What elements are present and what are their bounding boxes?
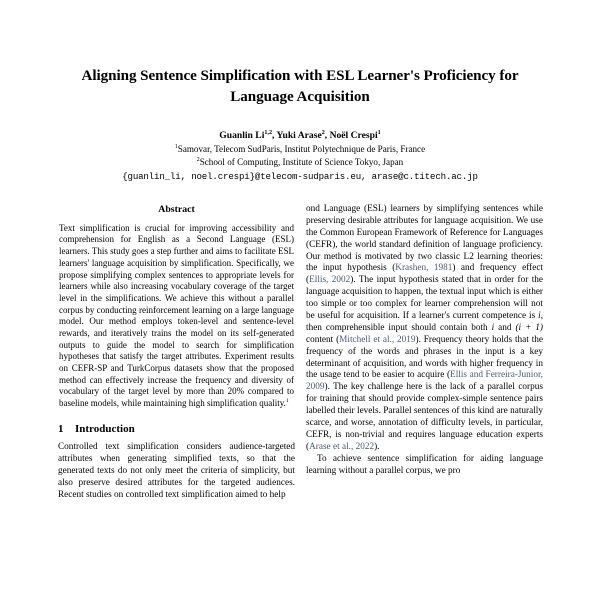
intro-text-segment-2: ) and frequency effect ( bbox=[306, 263, 543, 286]
author-name-2: Yuki Arase bbox=[276, 129, 322, 141]
introduction-paragraph-left: Controlled text simplification considers audience-targeted attributes when generating simplified texts, so that the generated texts do not only meet the criteria of simplicity, but also preserve desired attributes for the targeted audiences. Recent studies on controlled text simplification aimed to help bbox=[58, 441, 295, 500]
affiliation-text-2: School of Computing, Institute of Science Tokyo, Japan bbox=[199, 157, 404, 168]
affiliation-marker-1: 1 bbox=[174, 144, 178, 151]
section-title: Introduction bbox=[75, 422, 135, 435]
citation-ellis-2002[interactable]: Ellis, 2002 bbox=[309, 275, 351, 286]
citation-ellis-ferreira-junior[interactable]: Ellis and Ferreira-Junior, 2009 bbox=[306, 370, 543, 393]
author-separator-2: , bbox=[324, 129, 330, 141]
math-symbol-i-2: i bbox=[491, 322, 495, 333]
introduction-paragraph-right-2: To achieve sentence simplification for aiding language learning without a parallel corpus, we pro bbox=[306, 453, 543, 476]
intro-text-segment-8: ). The key challenge here is the lack of a parallel corpus for training that should provide complex-simple sentence pairs labelled their levels. Parallel sentences of this kind are naturally scarce, and worse, annotation of difficulty levels, in particular, CEFR, is non-trivial and requires language education experts ( bbox=[306, 382, 543, 452]
affiliation-2 bbox=[58, 156, 542, 168]
right-column bbox=[306, 204, 543, 600]
author-separator-1: , bbox=[272, 129, 277, 141]
affiliation-1 bbox=[58, 143, 542, 155]
intro-text-segment-1: ond Language (ESL) learners by simplifying sentences while preserving desirable attributes for language acquisition. We use the Common European Framework of Reference for Languages (CEFR), the world standard definition of language proficiency. Our method is motivated by two classic L2 learning theories: the input hypothesis ( bbox=[306, 204, 543, 274]
abstract-heading: Abstract bbox=[158, 204, 195, 215]
author-emails: {guanlin_li, noel.crespi}@telecom-sudparis.eu, arase@c.titech.ac.jp bbox=[122, 171, 478, 183]
page-title: Aligning Sentence Simplification with ESL Learner's Proficiency for Language Acquisition bbox=[81, 68, 519, 105]
abstract-body-text: Text simplification is crucial for improving accessibility and comprehension for English as a Second Language (ESL) learners. This study goes a step further and aims to facilitate ESL learners' language acquisition by simplification. Specifically, we propose simplifying complex sentences to appropriate levels for learners while also increasing vocabulary coverage of the target level in the simplifications. We achieve this without a parallel corpus by conducting reinforcement learning on a large language model. Our method employs token-level and sentence-level rewards, and iteratively trains the model on its self-generated outputs to guide the model to search for simplification hypotheses that satisfy the target attributes. Experiment results on CEFR-SP and TurkCorpus datasets show that the proposed method can effectively increase the frequency and diversity of vocabulary of the target level by more than 20% compared to baseline models, while maintaining high simplification quality. bbox=[59, 222, 294, 409]
author-name-3: Noël Crespi bbox=[329, 129, 378, 141]
citation-arase[interactable]: Arase et al., 2022 bbox=[309, 441, 375, 452]
intro-text-segment-4: , then comprehensible input should contain both bbox=[306, 311, 543, 333]
intro-text-segment-7: ). Frequency theory holds that the frequency of the words and phrases in the input is a key determinant of acquisition, and words with higher frequency in the usage tend to be easier to acquire ( bbox=[306, 334, 543, 381]
two-column-body bbox=[58, 204, 542, 600]
intro-text-segment-3: ). The input hypothesis stated that in order for the language acquisition to happen, the textual input which is either too simple or too complex for learner comprehension will not be useful for acquisition. If a learner's current competence is bbox=[306, 275, 543, 322]
citation-mitchell[interactable]: Mitchell et al., 2019 bbox=[339, 334, 416, 345]
citation-krashen[interactable]: Krashen, 1981 bbox=[395, 263, 453, 274]
abstract-footnote-marker: 1 bbox=[285, 398, 289, 405]
section-number: 1 bbox=[58, 422, 64, 435]
author-affil-marker-2: 2 bbox=[321, 129, 325, 136]
left-column bbox=[58, 204, 295, 600]
author-name-1: Guanlin Li bbox=[219, 129, 265, 141]
abstract-paragraph bbox=[58, 223, 295, 410]
author-affil-marker-3: 1 bbox=[377, 129, 381, 136]
affiliation-text-1: Samovar, Telecom SudParis, Institut Polytechnique de Paris, France bbox=[177, 144, 426, 155]
author-list bbox=[58, 130, 542, 142]
introduction-paragraph-right bbox=[306, 204, 543, 454]
author-affil-marker-1: 1,2 bbox=[264, 129, 273, 136]
section-heading-introduction bbox=[58, 423, 295, 436]
intro-text-segment-6: content ( bbox=[306, 334, 340, 345]
math-symbol-i-plus-1: (i + 1) bbox=[515, 322, 543, 333]
math-symbol-i: i bbox=[538, 311, 541, 322]
affiliation-marker-2: 2 bbox=[196, 157, 200, 164]
intro-text-segment-5: and bbox=[494, 322, 516, 333]
intro-text-segment-9: ). bbox=[374, 441, 380, 452]
